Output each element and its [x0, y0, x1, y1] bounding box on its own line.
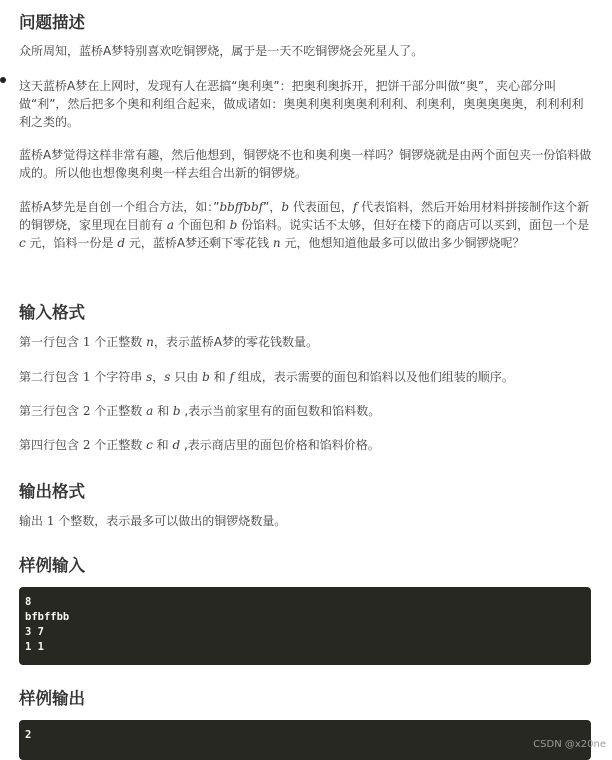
desc-paragraph-4: 蓝桥A梦先是自创一个组合方法，如：”bbffbbf”，b 代表面包，f 代表馅料，然后开始用材料拼接制作这个新的铜锣烧，家里现在目前有 a 个面包和 b 份馅料。说实话不太够，但好在楼下的商店可以买到，面包一个是 c 元，馅料一份是 d 元，蓝桥A梦还剩下零花钱 n 元，他想知道他最多可以做出多少铜锣烧呢？ — [19, 200, 590, 250]
sample-output-code-block — [19, 720, 591, 760]
input-line-4: 第四行包含 2 个正整数 c 和 d ,表示商店里的面包价格和馅料价格。 — [19, 438, 380, 452]
desc-paragraph-3: 蓝桥A梦觉得这样非常有趣，然后他想到，铜锣烧不也和奥利奥一样吗？铜锣烧就是由两个面包夹一份馅料做成的。所以他也想像奥利奥一样去组合出新的铜锣烧。 — [19, 148, 592, 180]
heading-input-format: 输入格式 — [19, 303, 85, 322]
watermark: CSDN @x20ne — [533, 739, 606, 750]
heading-sample-output: 样例输出 — [19, 689, 85, 708]
heading-sample-input: 样例输入 — [19, 556, 85, 575]
code-line: 1 1 — [25, 641, 44, 653]
code-line: bfbffbb — [25, 611, 70, 623]
heading-description: 问题描述 — [19, 13, 85, 32]
math-word: bbffbbf — [219, 200, 264, 214]
code-line: 8 — [25, 596, 32, 608]
input-line-3: 第三行包含 2 个正整数 a 和 b ,表示当前家里有的面包数和馅料数。 — [19, 404, 381, 418]
desc-paragraph-2: 这天蓝桥A梦在上网时，发现有人在恶搞“奥利奥”：把奥利奥拆开，把饼干部分叫做“奥”，夹心部分叫做“利”，然后把多个奥和利组合起来，做成诸如：奥奥利奥利奥奥利利利、利奥利，奥奥奥奥奥，利利利利利之类的。 — [19, 79, 584, 129]
bullet-marker — [0, 77, 6, 83]
output-line-1: 输出 1 个整数，表示最多可以做出的铜锣烧数量。 — [19, 514, 287, 528]
input-line-1: 第一行包含 1 个正整数 n，表示蓝桥A梦的零花钱数量。 — [19, 335, 319, 349]
code-line: 3 7 — [25, 626, 44, 638]
input-line-2: 第二行包含 1 个字符串 s，s 只由 b 和 f 组成，表示需要的面包和馅料以及他们组装的顺序。 — [19, 370, 514, 384]
heading-output-format: 输出格式 — [19, 482, 85, 501]
sample-input-code-block — [19, 587, 591, 665]
desc-paragraph-1: 众所周知，蓝桥A梦特别喜欢吃铜锣烧，属于是一天不吃铜锣烧会死星人了。 — [19, 44, 424, 58]
code-line: 2 — [25, 729, 32, 741]
